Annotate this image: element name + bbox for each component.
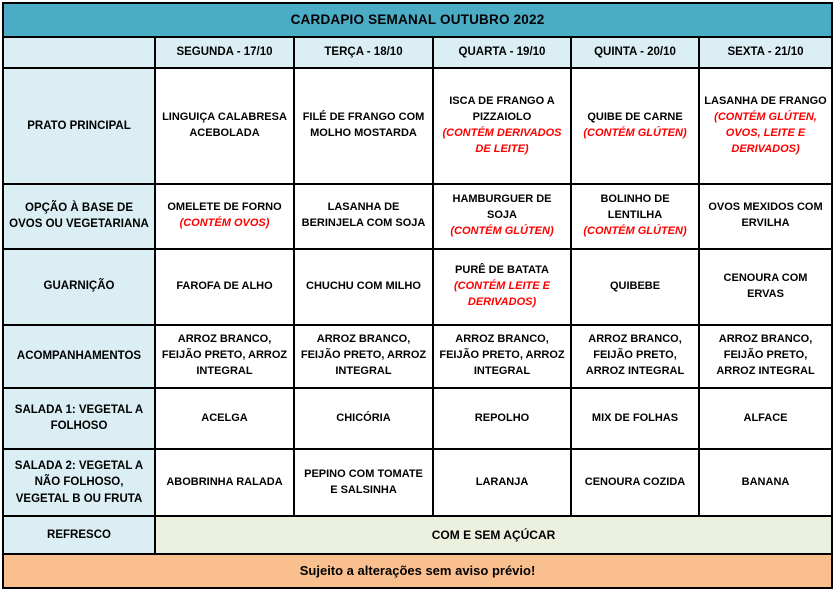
menu-cell [571,184,699,249]
menu-item-text: LASANHA DE BERINJELA COM SOJA [301,201,426,230]
row-header-opcao-vegetariana: OPÇÃO À BASE DE OVOS OU VEGETARIANA [3,184,155,249]
menu-cell [433,184,571,249]
row-header-acompanhamentos: ACOMPANHAMENTOS [3,325,155,388]
menu-item-text: MIX DE FOLHAS [591,411,679,424]
menu-cell [571,325,699,388]
menu-item-text: QUIBE DE CARNE [587,111,683,124]
column-header-terca: TERÇA - 18/10 [294,37,433,69]
menu-item-text: OMELETE DE FORNO [167,201,282,214]
menu-item-text: ARROZ BRANCO, FEIJÃO PRETO, ARROZ INTEGRAL [161,333,288,378]
menu-item-text: REPOLHO [474,411,530,424]
menu-cell [294,449,433,516]
weekly-menu-table [2,2,833,589]
row-header-refresco: REFRESCO [3,516,155,554]
menu-item-text: ABOBRINHA RALADA [166,475,283,488]
menu-item-text: LASANHA DE FRANGO [704,95,827,108]
refresco-value: COM E SEM AÇÚCAR [155,516,832,554]
menu-cell [699,388,832,449]
menu-item-text: HAMBURGUER DE SOJA [452,193,552,222]
page-title: CARDAPIO SEMANAL OUTUBRO 2022 [3,3,832,37]
menu-item-text: ISCA DE FRANGO A PIZZAIOLO [449,95,555,124]
menu-item-text: ARROZ BRANCO, FEIJÃO PRETO, ARROZ INTEGRAL [716,333,815,378]
menu-cell [155,388,294,449]
menu-item-text: CHICÓRIA [336,411,391,424]
menu-item-text: LINGUIÇA CALABRESA ACEBOLADA [162,111,287,139]
column-header-segunda: SEGUNDA - 17/10 [155,37,294,69]
row-header-salada-2: SALADA 2: VEGETAL A NÃO FOLHOSO, VEGETAL B OU FRUTA [3,449,155,516]
menu-cell [571,68,699,183]
menu-cell [294,325,433,388]
menu-item-text: QUIBEBE [609,279,661,292]
menu-item-text: ALFACE [743,411,788,424]
menu-cell [294,249,433,325]
menu-cell [699,68,832,183]
menu-cell [433,449,571,516]
allergen-note: (CONTÉM GLÚTEN) [450,225,554,238]
menu-cell [294,68,433,183]
menu-cell [571,249,699,325]
column-header-sexta: SEXTA - 21/10 [699,37,832,69]
allergen-note: (CONTÉM DERIVADOS DE LEITE) [442,127,562,155]
menu-cell [433,325,571,388]
menu-item-text: ARROZ BRANCO, FEIJÃO PRETO, ARROZ INTEGRAL [300,333,427,378]
corner-cell [3,37,155,69]
menu-cell [155,184,294,249]
menu-item-text: BOLINHO DE LENTILHA [600,193,670,222]
menu-item-text: LARANJA [475,475,529,488]
menu-item-text: FILÉ DE FRANGO COM MOLHO MOSTARDA [302,111,425,139]
menu-item-text: CENOURA COM ERVAS [723,271,808,300]
menu-item-text: CENOURA COZIDA [584,475,686,488]
menu-item-text: FAROFA DE ALHO [176,279,273,292]
menu-cell [433,388,571,449]
menu-item-text: BANANA [741,475,790,488]
menu-cell [155,68,294,183]
menu-cell [155,249,294,325]
row-header-guarnicao: GUARNIÇÃO [3,249,155,325]
menu-item-text: PURÊ DE BATATA [455,263,549,276]
allergen-note: (CONTÉM GLÚTEN) [583,127,687,139]
menu-item-text: ACELGA [201,411,248,424]
menu-cell [433,68,571,183]
row-header-salada-1: SALADA 1: VEGETAL A FOLHOSO [3,388,155,449]
allergen-note: (CONTÉM LEITE E DERIVADOS) [454,279,550,308]
allergen-note: (CONTÉM OVOS) [179,217,270,230]
footer-note: Sujeito a alterações sem aviso prévio! [3,554,832,588]
menu-item-text: CHUCHU COM MILHO [306,279,421,292]
menu-cell [155,325,294,388]
menu-cell [433,249,571,325]
menu-cell [571,388,699,449]
menu-cell [699,449,832,516]
menu-cell [294,184,433,249]
menu-item-text: ARROZ BRANCO, FEIJÃO PRETO, ARROZ INTEGRAL [585,333,685,378]
menu-cell [155,449,294,516]
menu-cell [571,449,699,516]
row-header-prato-principal: PRATO PRINCIPAL [3,68,155,183]
allergen-note: (CONTÉM GLÚTEN, OVOS, LEITE E DERIVADOS) [714,111,817,155]
column-header-quarta: QUARTA - 19/10 [433,37,571,69]
menu-cell [699,184,832,249]
menu-item-text: PEPINO COM TOMATE E SALSINHA [304,467,423,496]
allergen-note: (CONTÉM GLÚTEN) [583,225,687,238]
menu-cell [294,388,433,449]
menu-item-text: ARROZ BRANCO, FEIJÃO PRETO, ARROZ INTEGRAL [439,333,565,378]
column-header-quinta: QUINTA - 20/10 [571,37,699,69]
menu-cell [699,325,832,388]
menu-cell [699,249,832,325]
menu-item-text: OVOS MEXIDOS COM ERVILHA [708,201,823,230]
